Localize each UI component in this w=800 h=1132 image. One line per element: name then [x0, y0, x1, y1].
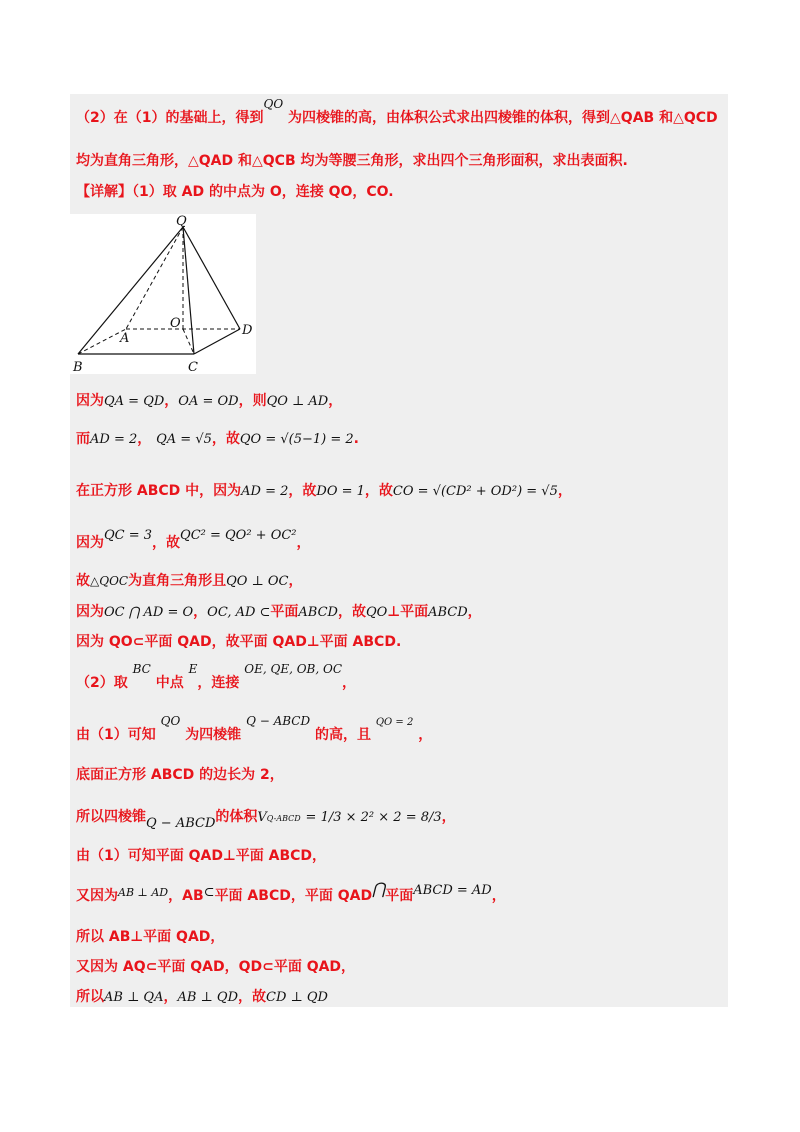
- edge-ba: [78, 329, 126, 354]
- math-expr: CD ⊥ QD: [266, 990, 328, 1005]
- text-segment: ，: [441, 809, 456, 825]
- text-line-11: [76, 662, 357, 692]
- text-segment: 中点: [155, 675, 184, 691]
- text-segment: ，: [328, 393, 343, 409]
- text-line-16: [76, 879, 506, 906]
- math-expr: ABCD: [298, 605, 338, 620]
- text-line-9: [76, 603, 482, 622]
- math-expr: QA = √5: [156, 432, 212, 447]
- text-segment: .: [353, 431, 359, 447]
- text-segment: ，: [418, 727, 433, 743]
- math-expr: OA = OD: [178, 394, 239, 409]
- text-segment: 而: [76, 431, 90, 447]
- text-line-10: 因为 QO⊂平面 QAD，故平面 QAD⊥平面 ABCD.: [76, 634, 402, 650]
- label-q: Q: [176, 214, 187, 229]
- math-expr: AB ⊥ AD: [118, 886, 169, 899]
- math-expr: QC = 3: [104, 528, 153, 543]
- math-expr: QO ⊥ AD: [266, 394, 329, 409]
- math-expr: AB ⊥ QD: [177, 990, 238, 1005]
- text-segment: ，故: [152, 535, 181, 551]
- text-line-12: [76, 714, 433, 746]
- text-segment: ，: [288, 573, 303, 589]
- math-expr: BC: [132, 662, 151, 676]
- text-segment: 平面: [270, 604, 299, 620]
- text-segment: ，: [296, 535, 311, 551]
- math-expr: CO = √(CD² + OD²) = √5: [392, 484, 558, 499]
- text-segment: ，故: [211, 431, 240, 447]
- math-expr: QO: [160, 714, 181, 728]
- pyramid-diagram: [70, 214, 256, 374]
- text-segment: ，: [193, 604, 208, 620]
- text-segment: ，故: [288, 483, 317, 499]
- text-segment: ，故: [238, 989, 266, 1005]
- math-expr: DO = 1: [316, 484, 365, 499]
- text-segment: 的高，且: [314, 727, 371, 743]
- math-expr: Q − ABCD: [146, 816, 216, 831]
- math-expr: AD = 2: [241, 484, 289, 499]
- text-segment: 在正方形 ABCD 中，因为: [76, 483, 242, 499]
- text-segment: 故: [76, 573, 90, 589]
- pyramid-figure: [70, 214, 256, 374]
- math-expr: △QOC: [90, 574, 129, 588]
- text-segment: ，则: [238, 393, 267, 409]
- text-line-7: [76, 528, 311, 553]
- math-expr: Q − ABCD: [246, 714, 311, 728]
- text-segment: 又因为: [76, 888, 118, 904]
- edge-qb: [78, 227, 183, 354]
- text-segment: （2）取: [76, 675, 128, 691]
- math-expr: E: [188, 662, 198, 676]
- math-expr: Q-ABCD: [266, 814, 301, 823]
- edge-qc: [183, 227, 194, 354]
- text-line-18: 又因为 AQ⊂平面 QAD，QD⊂平面 QAD，: [76, 959, 356, 975]
- text-segment: ，: [557, 483, 572, 499]
- text-segment: ，: [467, 604, 482, 620]
- text-line-2: 均为直角三角形，△QAD 和△QCB 均为等腰三角形，求出四个三角形面积，求出表面积.: [76, 153, 628, 169]
- text-line-5: [76, 430, 359, 449]
- text-segment: 因为: [76, 393, 104, 409]
- text-line-15: 由（1）可知平面 QAD⊥平面 ABCD，: [76, 848, 327, 864]
- text-segment: 为四棱锥: [185, 727, 242, 743]
- text-segment: ，: [491, 888, 506, 904]
- math-expr: = 1/3 × 2² × 2 = 8/3: [305, 810, 442, 825]
- math-expr: QO = 2: [375, 717, 414, 728]
- text-line-1: [76, 97, 718, 127]
- label-a: A: [120, 331, 130, 346]
- text-segment: 平面 ABCD，平面 QAD: [214, 888, 373, 904]
- text-line-13: 底面正方形 ABCD 的边长为 2，: [76, 767, 284, 783]
- text-line-4: [76, 392, 342, 411]
- text-segment: ，AB: [168, 888, 204, 904]
- text-line-17: 所以 AB⊥平面 QAD，: [76, 929, 225, 945]
- text-segment: （2）在（1）的基础上，得到: [76, 110, 264, 126]
- text-segment: 平面: [385, 888, 414, 904]
- text-segment: ，连接: [197, 675, 240, 691]
- text-line-19: [76, 988, 328, 1007]
- text-line-6: [76, 482, 572, 501]
- label-d: D: [242, 323, 253, 338]
- math-expr: OC ⋂ AD = O: [104, 605, 194, 620]
- text-line-14: [76, 808, 456, 831]
- math-expr: QC² = QO² + OC²: [180, 528, 297, 543]
- text-segment: 所以四棱锥: [76, 809, 146, 825]
- text-segment: 因为: [76, 535, 104, 551]
- text-segment: ，故: [337, 604, 366, 620]
- math-expr: QO ⊥ OC: [226, 574, 289, 589]
- label-c: C: [188, 360, 198, 374]
- text-line-8: [76, 572, 303, 591]
- math-expr: V: [257, 810, 267, 825]
- math-expr: OC, AD ⊂: [207, 605, 271, 620]
- math-expr: AB ⊥ QA: [104, 990, 164, 1005]
- label-o: O: [170, 316, 181, 331]
- math-expr: QO = √(5−1) = 2: [239, 432, 354, 447]
- edge-cd: [194, 329, 240, 354]
- text-segment: ，: [137, 431, 152, 447]
- math-qo: QO: [263, 97, 284, 111]
- edge-qd: [183, 227, 240, 329]
- text-segment: 的体积: [215, 809, 258, 825]
- math-expr: QO: [365, 605, 388, 620]
- text-segment: ，: [164, 393, 179, 409]
- text-segment: 所以: [76, 989, 104, 1005]
- text-segment: ⊥平面: [387, 604, 429, 620]
- math-expr: AD = 2: [90, 432, 138, 447]
- math-expr: ABCD = AD: [413, 883, 492, 898]
- text-segment: 为直角三角形且: [128, 573, 227, 589]
- math-expr: OE, QE, OB, OC: [244, 662, 343, 676]
- text-segment: 因为: [76, 604, 104, 620]
- label-b: B: [73, 360, 83, 374]
- text-segment: 由（1）可知: [76, 727, 156, 743]
- text-segment: 为四棱锥的高，由体积公式求出四棱锥的体积，得到△QAB 和△QCD: [288, 110, 718, 126]
- text-line-3: 【详解】（1）取 AD 的中点为 O，连接 QO，CO.: [76, 184, 394, 200]
- math-expr: ABCD: [428, 605, 468, 620]
- math-expr: ⊂: [203, 885, 215, 900]
- text-segment: ，: [342, 675, 357, 691]
- math-expr: QA = QD: [104, 394, 165, 409]
- math-expr: ⋂: [372, 879, 386, 898]
- text-segment: ，故: [364, 483, 393, 499]
- edge-qa: [126, 227, 183, 329]
- text-segment: ，: [163, 989, 178, 1005]
